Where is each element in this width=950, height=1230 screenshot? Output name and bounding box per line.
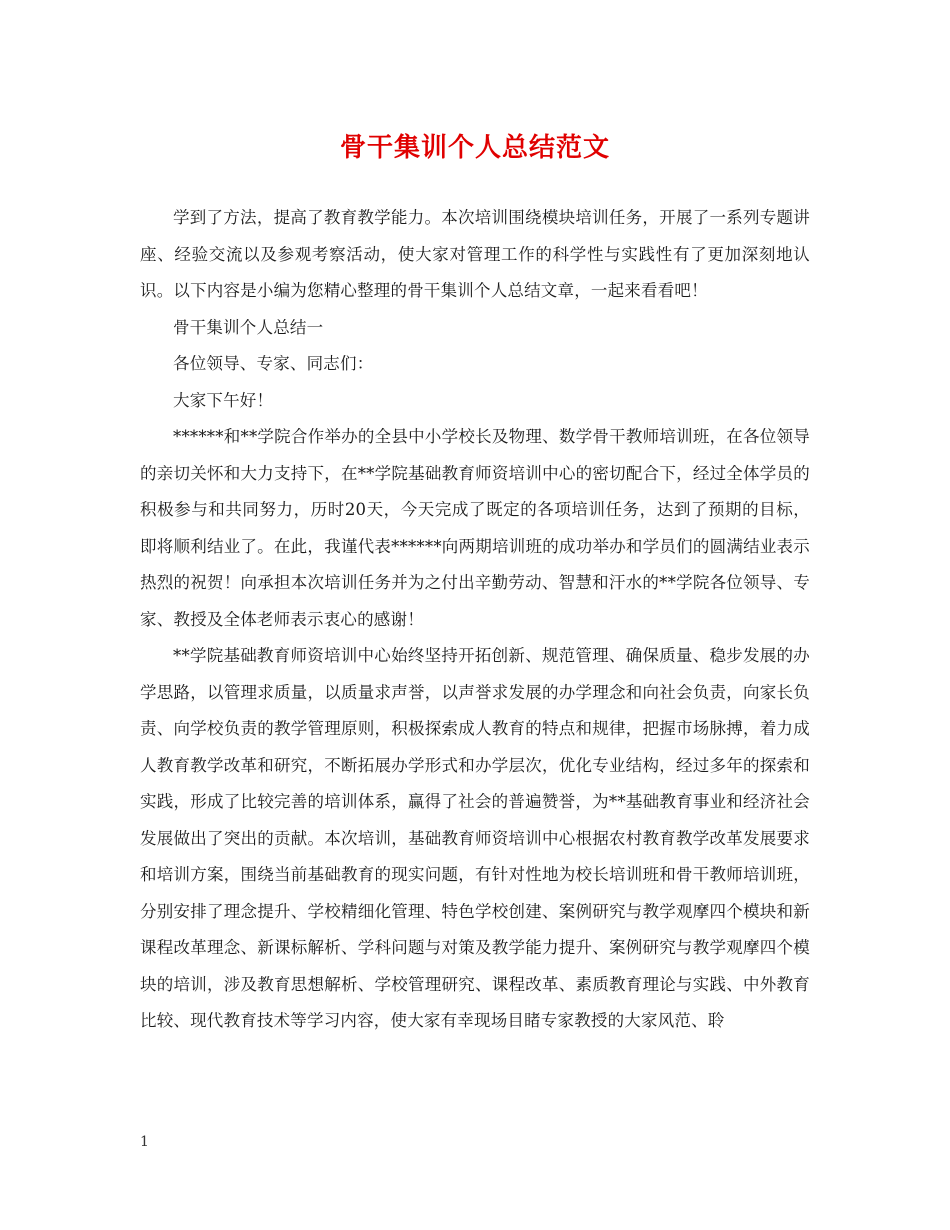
page-number: 1 (140, 1134, 149, 1150)
intro-paragraph: 学到了方法，提高了教育教学能力。本次培训围绕模块培训任务，开展了一系列专题讲座、经验交流以及参观考察活动，使大家对管理工作的科学性与实践性有了更加深刻地认识。以下内容是小编为您精心整理的骨干集训个人总结文章，一起来看看吧！ (140, 208, 810, 300)
document-title: 骨干集训个人总结范文 (339, 133, 610, 163)
body-paragraph: ******和**学院合作举办的全县中小学校长及物理、数学骨干教师培训班，在各位领导的亲切关怀和大力支持下，在**学院基础教育师资培训中心的密切配合下，经过全体学员的积极参与和共同努力，历时20天，今天完成了既定的各项培训任务，达到了预期的目标，即将顺利结业了。在此，我谨代表******向两期培训班的成功举办和学员们的圆满结业表示热烈的祝贺！向承担本次培训任务并为之付出辛勤劳动、智慧和汗水的**学院各位领导、专家、教授及全体老师表示衷心的感谢！ (140, 427, 810, 629)
greeting: 大家下午好！ (173, 390, 274, 410)
section-heading: 骨干集训个人总结一 (173, 317, 324, 337)
body-paragraph: **学院基础教育师资培训中心始终坚持开拓创新、规范管理、确保质量、稳步发展的办学思路，以管理求质量，以质量求声誉，以声誉求发展的办学理念和向社会负责，向家长负责、向学校负责的教学管理原则，积极探索成人教育的特点和规律，把握市场脉搏，着力成人教育教学改革和研究，不断拓展办学形式和办学层次，优化专业结构，经过多年的探索和实践，形成了比较完善的培训体系，赢得了社会的普遍赞誉，为**基础教育事业和经济社会发展做出了突出的贡献。本次培训，基础教育师资培训中心根据农村教育教学改革发展要求和培训方案，围绕当前基础教育的现实问题，有针对性地为校长培训班和骨干教师培训班，分别安排了理念提升、学校精细化管理、特色学校创建、案例研究与教学观摩四个模块和新课程改革理念、新课标解析、学科问题与对策及教学能力提升、案例研究与教学观摩四个模块的培训，涉及教育思想解析、学校管理研究、课程改革、素质教育理论与实践、中外教育比较、现代教育技术等学习内容，使大家有幸现场目睹专家教授的大家风范、聆 (140, 646, 810, 1030)
document-body (140, 200, 810, 1040)
salutation: 各位领导、专家、同志们： (173, 354, 374, 373)
